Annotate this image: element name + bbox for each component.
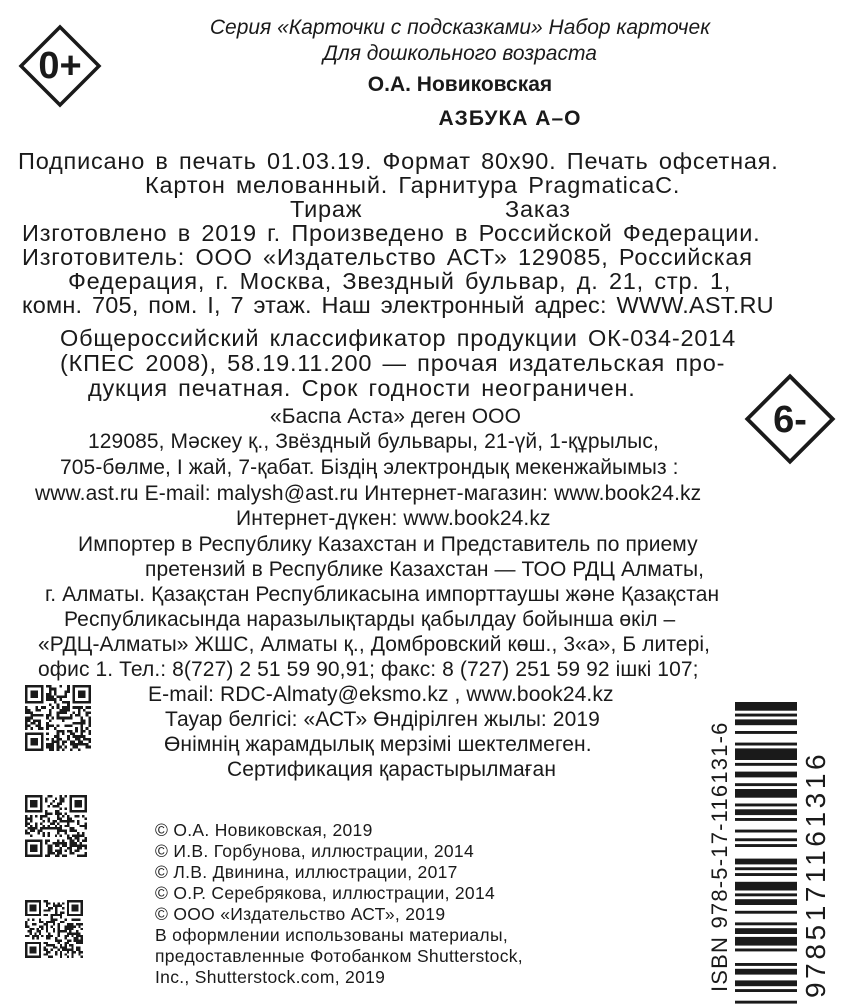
kz-line-8: г. Алматы. Қазақстан Республикасына импорттаушы және Қазақстан: [45, 583, 720, 606]
copyright-line-7: предоставленные Фотобанком Shutterstock,: [155, 946, 523, 966]
kz-line-4: www.ast.ru E-mail: malysh@ast.ru Интернет-магазин: www.book24.kz: [35, 482, 702, 505]
kz-line-15: Сертификация қарастырылмаған: [227, 758, 557, 781]
barcode-bar: [735, 719, 797, 725]
classifier-line-3: дукция печатная. Срок годности неограничен.: [88, 375, 636, 401]
barcode-bar: [735, 844, 797, 847]
imprint-order: Заказ: [505, 196, 571, 222]
age-group-line: Для дошкольного возраста: [323, 42, 597, 65]
imprint-line-5: Федерация, г. Москва, Звездный бульвар, д. 21, стр. 1,: [68, 268, 732, 294]
barcode-bar: [735, 893, 797, 896]
barcode-bar: [735, 882, 797, 891]
book-title: АЗБУКА А–О: [438, 107, 582, 130]
barcode-bar: [735, 789, 797, 798]
barcode-bar: [735, 899, 797, 905]
qr-code-2: [25, 795, 87, 857]
series-line: Серия «Карточки с подсказками» Набор карточек: [209, 16, 711, 39]
author-name: О.А. Новиковская: [367, 73, 553, 96]
kz-line-13: Тауар белгісі: «АСТ» Өндірілген жылы: 2019: [165, 708, 600, 731]
copyright-line-4: © О.Р. Серебрякова, иллюстрации, 2014: [155, 883, 496, 903]
barcode-bar: [735, 804, 797, 807]
barcode-bar: [735, 702, 797, 711]
barcode-bar: [735, 873, 797, 876]
barcode-bar: [735, 937, 797, 946]
barcode-bar: [735, 1001, 797, 1004]
classifier-line-2: (КПЕС 2008), 58.19.11.200 — прочая издательская про-: [60, 350, 726, 376]
barcode-bar: [735, 859, 797, 865]
copyright-line-5: © ООО «Издательство АСТ», 2019: [155, 904, 446, 924]
kz-line-12: E-mail: RDC-Almaty@eksmo.kz , www.book24.kz: [148, 683, 614, 706]
barcode-bar: [735, 928, 797, 934]
barcode-bar: [735, 748, 797, 760]
copyright-line-6: В оформлении использованы материалы,: [155, 925, 508, 945]
kz-line-2: 129085, Мәскеу қ., Звёздный бульвары, 21-үй, 1-құрылыс,: [88, 430, 659, 453]
kz-age-rating-text: 6-: [773, 399, 807, 441]
barcode-bar: [735, 714, 797, 717]
barcode-bar: [735, 763, 797, 766]
barcode-bar: [735, 818, 797, 821]
kz-line-9: Республикасында наразылықтарды қабылдау бойынша өкіл –: [64, 608, 676, 631]
barcode-bar: [735, 980, 797, 986]
kz-line-5: Интернет-дүкен: www.book24.kz: [236, 507, 551, 530]
kz-line-11: офис 1. Тел.: 8(727) 2 51 59 90,91; факс: 8 (727) 251 59 92 ішкі 107;: [38, 658, 699, 681]
barcode-bar: [735, 772, 797, 778]
barcode-bar: [735, 911, 797, 914]
barcode-bar: [735, 731, 797, 734]
qr-code-1: [25, 685, 91, 751]
isbn-label: ISBN 978-5-17-116131-6: [707, 721, 732, 992]
imprint-line-4: Изготовитель: ООО «Издательство АСТ» 129085, Российская: [22, 244, 753, 270]
barcode-bar: [735, 963, 797, 966]
barcode-bar: [735, 783, 797, 786]
copyright-line-2: © И.В. Горбунова, иллюстрации, 2014: [155, 841, 474, 861]
barcode-bar: [735, 830, 797, 833]
age-rating-badge: [18, 24, 102, 108]
classifier-line-1: Общероссийский классификатор продукции ОК-034-2014: [60, 325, 736, 351]
kz-line-14: Өнімнің жарамдылық мерзімі шектелмеген.: [164, 733, 592, 756]
imprint-line-2: Картон мелованный. Гарнитура PragmaticaC.: [145, 172, 681, 198]
imprint-line-3: Изготовлено в 2019 г. Произведено в Российской Федерации.: [22, 220, 761, 246]
barcode-bar: [735, 867, 797, 870]
kz-line-7: претензий в Республике Казахстан — ТОО РДЦ Алматы,: [145, 558, 705, 581]
barcode-bar: [735, 838, 797, 841]
copyright-line-3: © Л.В. Двинина, иллюстрации, 2017: [155, 862, 458, 882]
copyright-line-1: © О.А. Новиковская, 2019: [155, 820, 373, 840]
barcode-bar: [735, 922, 797, 925]
qr-code-3: [25, 900, 83, 958]
barcode-bar: [735, 969, 797, 975]
imprint-line-6: комн. 705, пом. I, 7 этаж. Наш электронный адрес: WWW.AST.RU: [22, 292, 774, 318]
qr-code-icon: [25, 795, 87, 857]
kz-line-10: «РДЦ-Алматы» ЖШС, Алматы қ., Домбровский көш., 3«а», Б литері,: [38, 633, 711, 656]
imprint-print-run: Тираж: [290, 196, 363, 222]
barcode-bar: [735, 809, 797, 815]
kz-line-6: Импортер в Республику Казахстан и Представитель по приему: [78, 533, 698, 556]
kz-line-1: «Баспа Аста» деген ООО: [270, 405, 522, 428]
age-rating-text: 0+: [38, 45, 82, 87]
qr-code-icon: [25, 900, 83, 958]
qr-code-icon: [25, 685, 91, 751]
kz-line-3: 705-бөлме, I жай, 7-қабат. Біздің электрондық мекенжайымыз :: [60, 456, 679, 479]
barcode-bar: [735, 989, 797, 992]
barcode-bar: [735, 949, 797, 952]
imprint-line-1: Подписано в печать 01.03.19. Формат 80х90. Печать офсетная.: [18, 148, 779, 174]
ean-digits: 9785171161316: [800, 750, 831, 998]
ean-barcode: [735, 700, 850, 1004]
kz-age-rating-badge: [744, 373, 836, 465]
barcode-bar: [735, 743, 797, 746]
copyright-line-8: Inc., Shutterstock.com, 2019: [155, 967, 386, 987]
